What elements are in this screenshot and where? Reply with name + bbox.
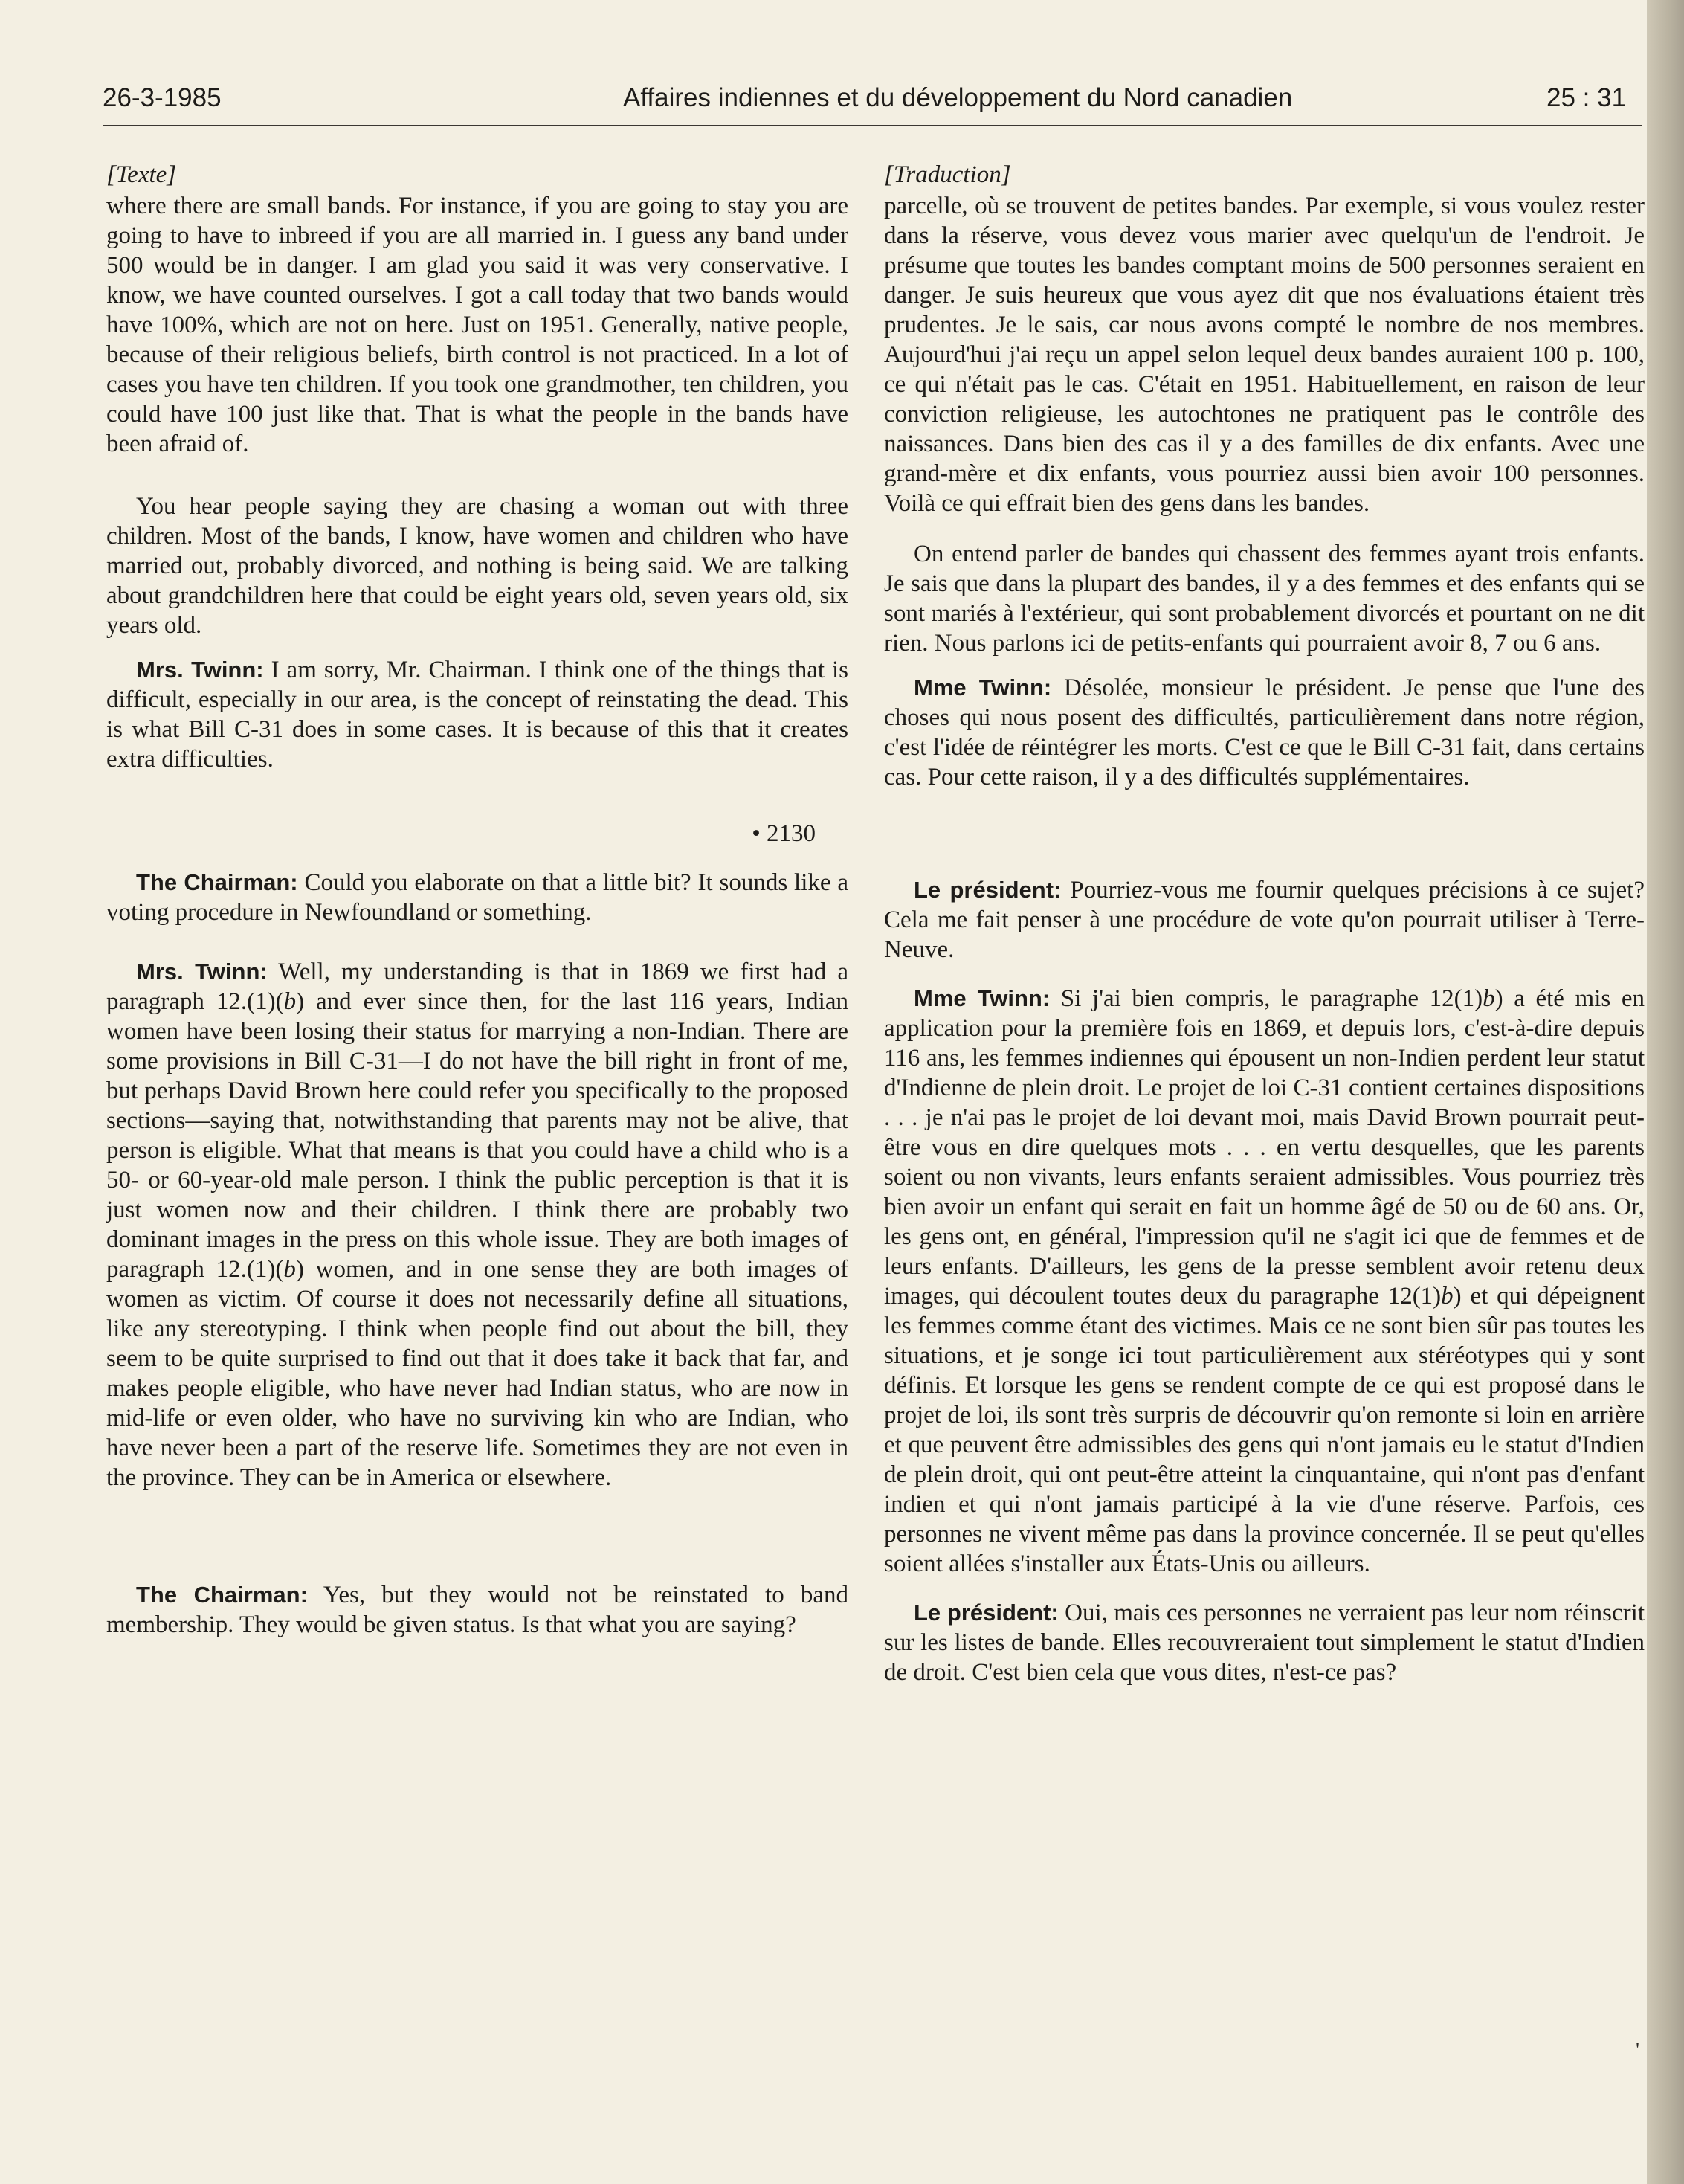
- header-title: Affaires indiennes et du développement du Nord canadien: [623, 83, 1293, 112]
- speech-text-italic: b: [1441, 1283, 1454, 1310]
- speech-text: Pourriez-vous me fournir quelques précisions à ce sujet? Cela me fait penser à une procédure de vote qu'on pourrait utiliser à Terre-Neuve.: [884, 877, 1645, 963]
- page-edge-shadow: [1647, 0, 1684, 2184]
- paragraph: You hear people saying they are chasing a woman out with three children. Most of the bands, I know, have women and children who have married out, probably divorced, and nothing is being said. We are talking about grandchildren here that could be eight years old, seven years old, six years old.: [106, 493, 848, 639]
- speaker-name: The Chairman:: [136, 869, 298, 895]
- speech-text: I am sorry, Mr. Chairman. I think one of the things that is difficult, especially in our area, is the concept of reinstating the dead. This is what Bill C-31 does in some cases. It is because of this that it creates extra difficulties.: [106, 657, 848, 773]
- speech-text-italic: b: [1483, 985, 1495, 1012]
- speech-mme-twinn: [884, 984, 1645, 1579]
- speech-text: Désolée, monsieur le président. Je pense que l'une des choses qui nous posent des difficultés, particulièrement dans notre région, c'est l'idée de réintégrer les morts. C'est ce que le Bill C-31 fait, dans certains cas. Pour cette raison, il y a des difficultés supplémentaires.: [884, 674, 1645, 790]
- speech-text-italic: b: [283, 988, 297, 1015]
- language-tag: [Texte]: [106, 161, 177, 188]
- speech-text: Yes, but they would not be reinstated to band membership. They would be given status. Is that what you are saying?: [106, 1582, 849, 1638]
- speech-text: ) a été mis en application pour la première fois en 1869, et depuis lors, c'est-à-dire depuis 116 ans, les femmes indiennes qui épousent un non-Indien perdent leur statut d'Indienne de plein droit. Le projet de loi C-31 contient certaines dispositions . . . je n'ai pas le projet de loi devant moi, mais David Brown pourrait peut-être vous en dire quelques mots . . . en vertu desquelles, que les parents soient ou non vivants, leurs enfants seraient admissibles. Vous pourriez très bien avoir un enfant qui serait en fait un homme âgé de 50 ou de 60 ans. Or, les gens ont, en général, l'impression qu'il ne s'agit ici que de femmes et de leurs enfants. D'ailleurs, les gens de la presse semblent avoir retenu deux images, qui découlent toutes deux du paragraphe 12(1): [884, 985, 1645, 1310]
- header-page-number: 25 : 31: [1546, 83, 1627, 112]
- speaker-name: The Chairman:: [136, 1582, 308, 1608]
- paragraph: where there are small bands. For instance, if you are going to stay you are going to have to inbreed if you are all married in. I guess any band under 500 would be in danger. I am glad you said it was very conservative. I know, we have counted ourselves. I got a call today that two bands would have 100%, which are not on here. Just on 1951. Generally, native people, because of their religious beliefs, birth control is not practiced. In a lot of cases you have ten children. If you took one grandmother, ten children, you could have 100 just like that. That is what the people in the bands have been afraid of.: [106, 193, 848, 457]
- speech-text-italic: b: [283, 1256, 296, 1283]
- speaker-name: Mrs. Twinn:: [136, 657, 264, 683]
- speech-text: Could you elaborate on that a little bit? It sounds like a voting procedure in Newfoundland or something.: [106, 869, 849, 926]
- speaker-name: Le président:: [914, 1600, 1059, 1626]
- speaker-name: Mrs. Twinn:: [136, 959, 268, 985]
- speech-text: ) et qui dépeignent les femmes comme étant des victimes. Mais ce ne sont bien sûr pas toutes les situations, et je songe ici tout particulièrement aux stéréotypes qui y sont définis. Et lorsque les gens se rendent compte de ce qui est proposé dans le projet de loi, ils sont très surpris de découvrir qu'on remonte si loin en arrière et que peuvent être admissibles des gens qui n'ont jamais eu le statut d'Indien de plein droit, qui ont peut-être atteint la cinquantaine, qui n'ont pas d'enfant indien et qui n'ont jamais participé à la vie d'une réserve. Parfois, ces personnes ne vivent même pas dans la province concernée. Il se peut qu'elles soient allées s'installer aux États-Unis ou ailleurs.: [884, 1283, 1645, 1577]
- speech-president: [884, 1598, 1645, 1687]
- speech-mrs-twinn: [106, 957, 848, 1492]
- time-marker: • 2130: [752, 820, 816, 847]
- english-column: [106, 160, 848, 1640]
- speech-chairman: [106, 1580, 848, 1640]
- speaker-name: Le président:: [914, 877, 1062, 903]
- speech-text: Oui, mais ces personnes ne verraient pas leur nom réinscrit sur les listes de bande. Elles recouvreraient tout simplement le statut d'Indien de droit. C'est bien cela que vous dites, n'est-ce pas?: [884, 1600, 1645, 1686]
- header-date: 26-3-1985: [103, 83, 222, 112]
- running-header: [103, 77, 1642, 122]
- speaker-name: Mme Twinn:: [914, 674, 1052, 700]
- speech-chairman: [106, 868, 848, 927]
- speech-text: ) and ever since then, for the last 116 years, Indian women have been losing their status for marrying a non-Indian. There are some provisions in Bill C-31—I do not have the bill right in front of me, but perhaps David Brown here could refer you specifically to the proposed sections—saying that, notwithstanding that parents may not be alive, that person is eligible. What that means is that you could have a child who is a 50- or 60-year-old male person. I think the public perception is that it is just women now and their children. I think there are probably two dominant images in the press on this whole issue. They are both images of paragraph 12.(1)(: [106, 988, 848, 1283]
- speaker-name: Mme Twinn:: [914, 985, 1051, 1011]
- margin-mark: ': [1636, 2039, 1640, 2062]
- speech-text: Well, my understanding is that in 1869 we first had a paragraph 12.(1)(: [106, 959, 848, 1015]
- language-tag-text: Texte: [115, 161, 167, 188]
- speech-president: [884, 875, 1645, 964]
- paragraph: parcelle, où se trouvent de petites bandes. Par exemple, si vous voulez rester dans la réserve, vous devez vous marier avec quelqu'un de l'endroit. Je présume que toutes les bandes comptant moins de 500 personnes seraient en danger. Je suis heureux que vous ayez dit que nos évaluations étaient très prudentes. Je le sais, car nous avons compté le nombre de nos membres. Aujourd'hui j'ai reçu un appel selon lequel deux bandes auraient 100 p. 100, ce qui n'était pas le cas. C'était en 1951. Habituellement, en raison de leur conviction religieuse, les autochtones ne pratiquent pas le contrôle des naissances. Dans bien des cas il y a des familles de dix enfants. Avec une grand-mère et dix enfants, vous pourriez aussi bien avoir 100 personnes. Voilà ce qui effrait bien des gens dans les bandes.: [884, 193, 1645, 517]
- speech-text: ) women, and in one sense they are both images of women as victim. Of course it does not necessarily define all situations, like any stereotyping. I think when people find out about the bill, they seem to be quite surprised to find out that it does take it back that far, and makes people eligible, who have never had Indian status, who are now in mid-life or even older, who have no surviving kin who are Indian, who have never been a part of the reserve life. Sometimes they are not even in the province. They can be in America or elsewhere.: [106, 1256, 849, 1491]
- language-tag-text: Traduction: [893, 161, 1001, 188]
- language-tag: [Traduction]: [884, 161, 1011, 188]
- speech-mme-twinn: [884, 673, 1645, 792]
- speech-mrs-twinn: [106, 655, 848, 774]
- paragraph: On entend parler de bandes qui chassent des femmes ayant trois enfants. Je sais que dans la plupart des bandes, il y a des femmes et des enfants qui se sont mariés à l'extérieur, qui sont probablement divorcés et pourtant on ne dit rien. Nous parlons ici de petits-enfants qui pourraient avoir 8, 7 ou 6 ans.: [884, 541, 1645, 657]
- speech-text: Si j'ai bien compris, le paragraphe 12(1): [1060, 985, 1483, 1012]
- header-rule: [103, 125, 1642, 126]
- french-column: [884, 160, 1645, 1687]
